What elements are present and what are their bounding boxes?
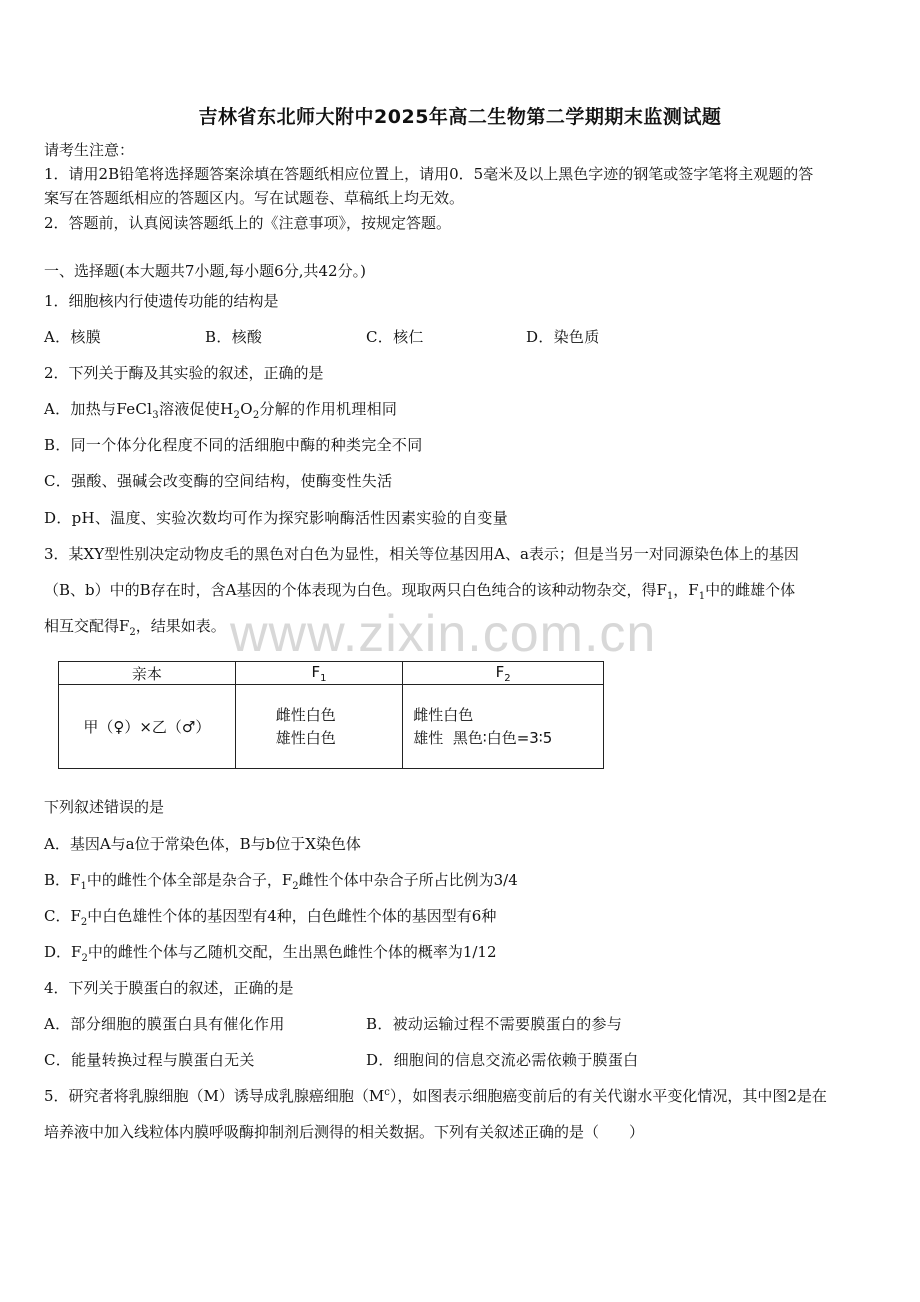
q4-option-b: B．被动运输过程不需要膜蛋白的参与 — [366, 1015, 623, 1033]
q1-option-b: B．核酸 — [205, 328, 263, 346]
q2-option-d: D．pH、温度、实验次数均可作为探究影响酶活性因素实验的自变量 — [44, 509, 509, 527]
q3-option-c: C．$F_2$中白色雄性个体的基因型有4种，白色雌性个体的基因型有6种 — [44, 907, 497, 928]
q3-stem-line2: （B、b）中的B存在时，含A基因的个体表现为白色。现取两只白色纯合的该种动物杂交，得$F_1$，$F_1$中的雌雄个体 — [44, 581, 796, 602]
q4-option-d: D．细胞间的信息交流必需依赖于膜蛋白 — [366, 1051, 639, 1069]
cell-f2: 雌性白色 雄性 黑色∶白色=3∶5 — [403, 685, 604, 769]
q2-option-b: B．同一个体分化程度不同的活细胞中酶的种类完全不同 — [44, 436, 423, 454]
notice-item-1b: 案写在答题纸相应的答题区内。写在试题卷、草稿纸上均无效。 — [44, 189, 465, 207]
section-heading: 一、选择题(本大题共7小题,每小题6分,共42分。) — [44, 262, 366, 280]
cross-result-table — [58, 661, 604, 769]
header-f1: $F_1$ — [235, 662, 403, 685]
q2-stem: 2．下列关于酶及其实验的叙述，正确的是 — [44, 364, 324, 382]
header-f2: $F_2$ — [403, 662, 604, 685]
notice-item-2: 2．答题前，认真阅读答题纸上的《注意事项》，按规定答题。 — [44, 214, 452, 232]
q1-option-c: C．核仁 — [366, 328, 424, 346]
notice-heading: 请考生注意： — [44, 141, 135, 159]
q1-stem: 1．细胞核内行使遗传功能的结构是 — [44, 292, 279, 310]
q3-stem-line3: 相互交配得$F_2$，结果如表。 — [44, 617, 226, 638]
q4-stem: 4．下列关于膜蛋白的叙述，正确的是 — [44, 979, 294, 997]
table-header-row — [59, 662, 604, 685]
q2-option-c: C．强酸、强碱会改变酶的空间结构，使酶变性失活 — [44, 472, 393, 490]
cell-f1: 雌性白色 雄性白色 — [235, 685, 403, 769]
q3-stem2: 下列叙述错误的是 — [44, 798, 165, 816]
header-parent: 亲本 — [59, 662, 236, 685]
notice-item-1a: 1．请用2B铅笔将选择题答案涂填在答题纸相应位置上，请用0．5毫米及以上黑色字迹的钢笔或签字笔将主观题的答 — [44, 165, 814, 183]
page-title: 吉林省东北师大附中2025年高二生物第二学期期末监测试题 — [198, 106, 722, 128]
q2-option-a: A．加热与FeCl$_3$溶液促使$H_2O_2$分解的作用机理相同 — [44, 400, 398, 421]
q4-option-a: A．部分细胞的膜蛋白具有催化作用 — [44, 1015, 285, 1033]
table-row — [59, 685, 604, 769]
q1-option-a: A．核膜 — [44, 328, 102, 346]
q3-stem-line1: 3．某XY型性别决定动物皮毛的黑色对白色为显性，相关等位基因用A、a表示；但是当另一对同源染色体上的基因 — [44, 545, 799, 563]
cell-parent: 甲（♀）×乙（♂） — [59, 685, 236, 769]
q5-stem-line2: 培养液中加入线粒体内膜呼吸酶抑制剂后测得的相关数据。下列有关叙述正确的是（ ） — [44, 1123, 645, 1141]
q3-option-a: A．基因A与a位于常染色体，B与b位于X染色体 — [44, 835, 361, 853]
watermark: www.zixin.com.cn — [230, 605, 657, 663]
q5-stem-line1: 5．研究者将乳腺细胞（M）诱导成乳腺癌细胞$(M^c)$，如图表示细胞癌变前后的有关代谢水平变化情况，其中图2是在 — [44, 1087, 827, 1105]
q3-option-d: D．$F_2$中的雌性个体与乙随机交配，生出黑色雌性个体的概率为1/12 — [44, 943, 497, 964]
q1-option-d: D．染色质 — [526, 328, 600, 346]
q4-option-c: C．能量转换过程与膜蛋白无关 — [44, 1051, 255, 1069]
q3-option-b: B．$F_1$中的雌性个体全部是杂合子，$F_2$雌性个体中杂合子所占比例为3/4 — [44, 871, 518, 892]
